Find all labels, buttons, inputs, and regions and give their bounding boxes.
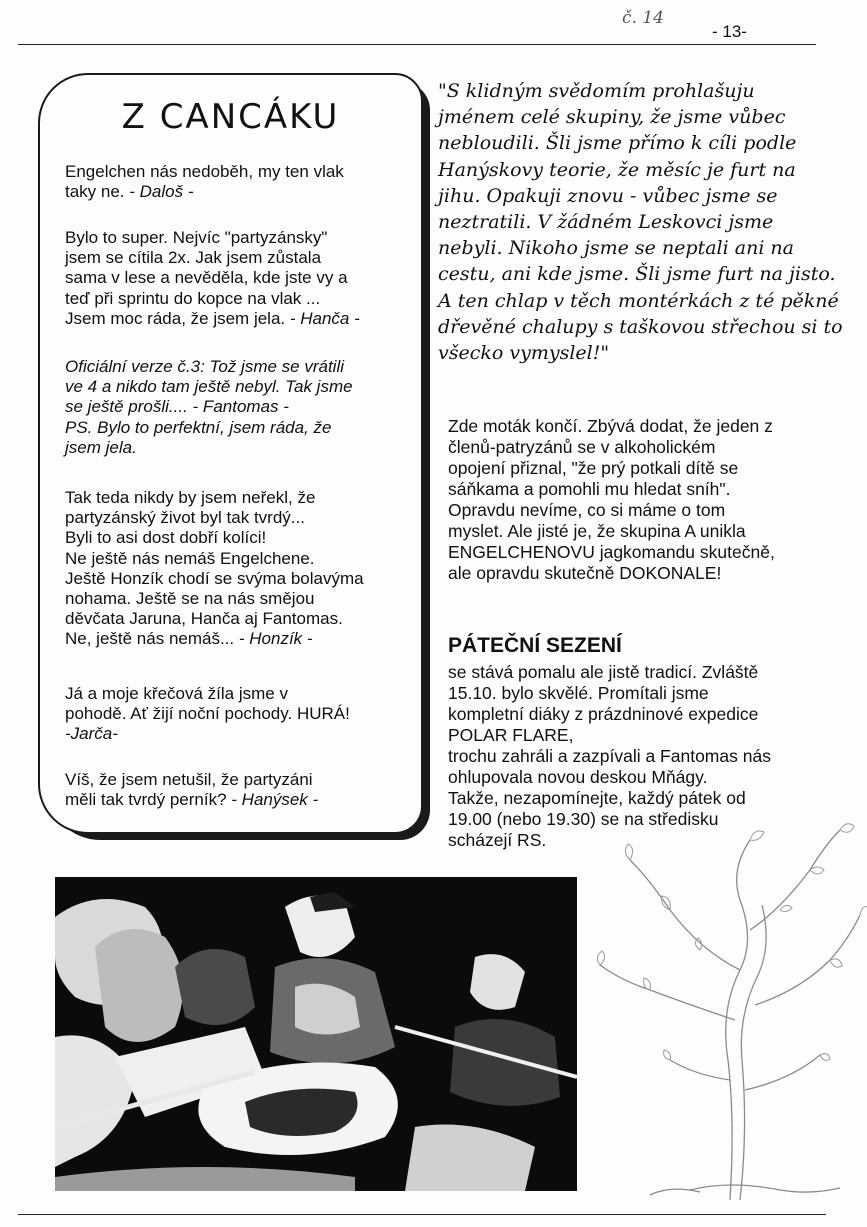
- box-title: Z CANCÁKU: [121, 97, 340, 137]
- tree-drawing-image: [590, 790, 867, 1205]
- bottom-divider: [18, 1214, 826, 1215]
- handwritten-quote: "S klidným svědomím prohlašuju jménem celé skupiny, že jsme vůbec nebloudili. Šli jsme přímo k cíli podle Hanýskovy teorie, že měsíc je furt na jihu. Opakuji znovu - vůbec jsme se neztratili. V žádném Leskovci jsme nebyli. Nikoho jsme se neptali ani na cestu, ani kde jsme. Šli jsme furt na jisto. A ten chlap v těch montérkách z té pěkné dřevěné chalupy s taškovou střechou si to všecko vymyslel!": [438, 80, 843, 365]
- entry-text: Engelchen nás nedoběh, my ten vlak taky ne.: [65, 162, 344, 202]
- entry-text: Víš, že jsem netušil, že partyzáni měli tak tvrdý perník?: [65, 770, 313, 810]
- entry-text: Tak teda nikdy by jsem neřekl, že partyzánský život byl tak tvrdý... Byli to asi dost dobří kolíci! Ne ještě nás nemáš Engelchene. Ještě Honzík chodí se svýma bolavýma nohama. Ještě se na nás smějou děvčata Jaruna, Hanča aj Fantomas. Ne, ještě nás nemáš...: [65, 488, 364, 649]
- entry-text: Oficiální verze č.3: Tož jsme se vrátili ve 4 a nikdo tam ještě nebyl. Tak jsme se ještě prošli.... - Fantomas - PS. Bylo to perfektní, jsem ráda, že jsem jela.: [65, 357, 353, 457]
- entry-dalos: [65, 162, 344, 202]
- section-body: se stává pomalu ale jistě tradicí. Zvláště 15.10. bylo skvělé. Promítali jsme kompletní diáky z prázdninové expedice POLAR FLARE, trochu zahráli a zazpívali a Fantomas nás ohlupovala novou deskou Mňágy. Takže, nezapomínejte, každý pátek od 19.00 (nebo 19.30) se na středisku scházejí RS.: [448, 662, 771, 850]
- top-divider: [18, 44, 816, 45]
- ending-paragraph: Zde moták končí. Zbývá dodat, že jeden z členů-patryzánů se v alkoholickém opojení přiznal, "že prý potkali dítě se sáňkama a pomohli mu hledat sníh". Opravdu nevíme, co si máme o tom myslet. Ale jisté je, že skupina A unikla ENGELCHENOVU jagkomandu skutečně, ale opravdu skutečně DOKONALE!: [448, 416, 775, 583]
- entry-hanca: [65, 228, 360, 329]
- entry-author: - Daloš -: [129, 182, 194, 202]
- page-number: - 13-: [712, 22, 747, 41]
- handwritten-issue-note: č. 14: [622, 8, 664, 28]
- entry-author: - Hanýsek -: [231, 790, 319, 810]
- campfire-photo-image: [55, 877, 577, 1191]
- section-heading: PÁTEČNÍ SEZENÍ: [448, 634, 622, 657]
- tree-drawing: [590, 790, 867, 1205]
- entry-fantomas: [65, 357, 353, 458]
- campfire-photo: [55, 877, 577, 1191]
- entry-author: - Hanča -: [289, 308, 360, 328]
- entry-text: Já a moje křečová žíla jsme v pohodě. Ať žijí noční pochody. HURÁ!: [65, 684, 350, 724]
- entry-jarca: [65, 684, 350, 745]
- entry-hanysek: [65, 770, 318, 810]
- entry-text: Bylo to super. Nejvíc "partyzánsky" jsem se cítila 2x. Jak jsem zůstala sama v lese a nevěděla, kde jste vy a teď při sprintu do kopce na vlak ... Jsem moc ráda, že jsem jela.: [65, 228, 348, 328]
- entry-author: -Jarča-: [65, 724, 118, 744]
- entry-honzik: [65, 488, 364, 650]
- entry-author: - Honzík -: [238, 629, 313, 649]
